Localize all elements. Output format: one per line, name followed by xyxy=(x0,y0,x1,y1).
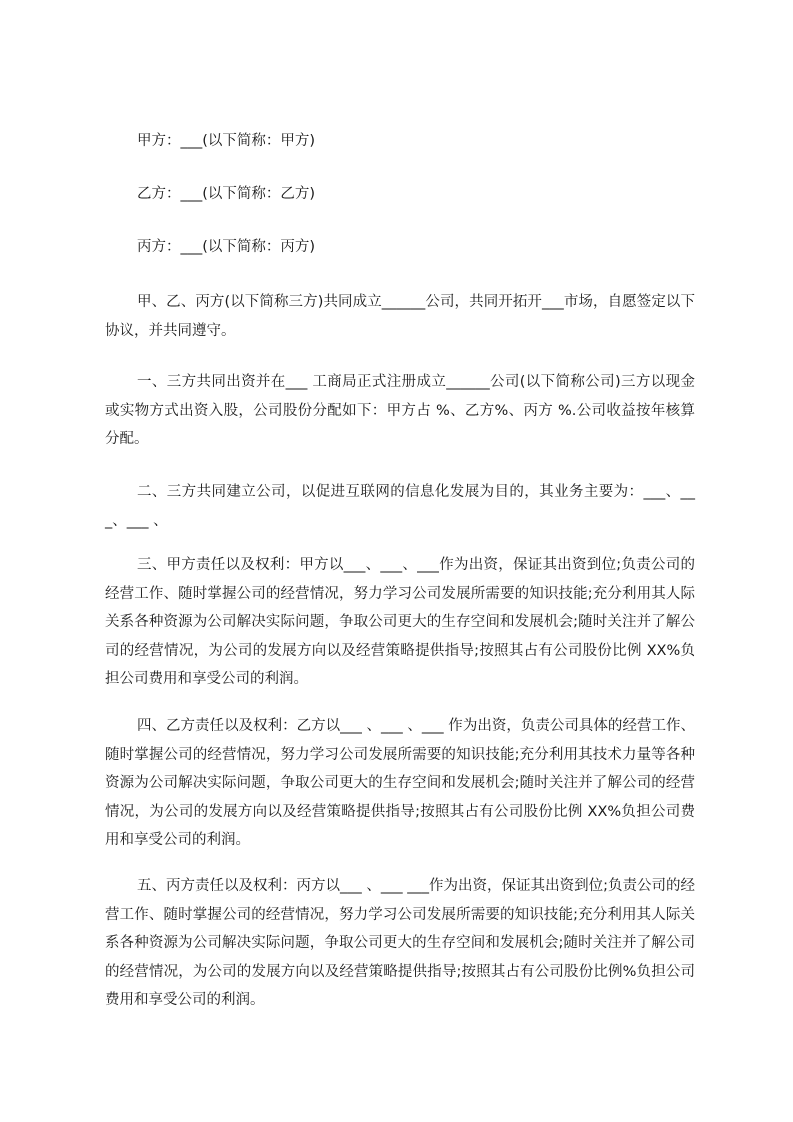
clause-3-paragraph: 三、甲方责任以及权利：甲方以___、___、___作为出资，保证其出资到位;负责公司的经营工作、随时掌握公司的经营情况，努力学习公司发展所需要的知识技能;充分利用其人际关系各种资源为公司解决实际问题，争取公司更大的生存空间和发展机会;随时关注并了解公司的经营情况，为公司的发展方向以及经营策略提供指导;按照其占有公司股份比例 XX%负担公司费用和享受公司的利润。 xyxy=(105,557,695,687)
clause-1-paragraph: 一、三方共同出资并在___ 工商局正式注册成立______公司(以下简称公司)三方以现金或实物方式出资入股，公司股份分配如下：甲方占 %、乙方%、丙方 %.公司收益按年核算分配。 xyxy=(105,374,695,447)
clause-4-paragraph: 四、乙方责任以及权利：乙方以___ 、___ 、___ 作为出资，负责公司具体的经营工作、随时掌握公司的经营情况，努力学习公司发展所需要的知识技能;充分利用其技术力量等各种资源为公司解决实际问题，争取公司更大的生存空间和发展机会;随时关注并了解公司的经营情况，为公司的发展方向以及经营策略提供指导;按照其占有公司股份比例 XX%负担公司费用和享受公司的利润。 xyxy=(105,718,695,848)
intro-paragraph: 甲、乙、丙方(以下简称三方)共同成立______公司，共同开拓开___市场，自愿签定以下协议，并共同遵守。 xyxy=(105,294,695,339)
party-b-line: 乙方：___(以下简称：乙方) xyxy=(137,186,316,202)
clause-5-paragraph: 五、丙方责任以及权利：丙方以___ 、___ ___作为出资，保证其出资到位;负责公司的经营工作、随时掌握公司的经营情况，努力学习公司发展所需要的知识技能;充分利用其人际关系各种资源为公司解决实际问题，争取公司更大的生存空间和发展机会;随时关注并了解公司的经营情况，为公司的发展方向以及经营策略提供指导;按照其占有公司股份比例%负担公司费用和享受公司的利润。 xyxy=(105,878,695,1008)
party-c-line: 丙方：___(以下简称：丙方) xyxy=(137,239,316,255)
clause-2-paragraph: 二、三方共同建立公司，以促进互联网的信息化发展为目的，其业务主要为：___、___、___ 、 xyxy=(105,484,695,529)
party-a-line: 甲方：___(以下简称：甲方) xyxy=(137,133,316,149)
